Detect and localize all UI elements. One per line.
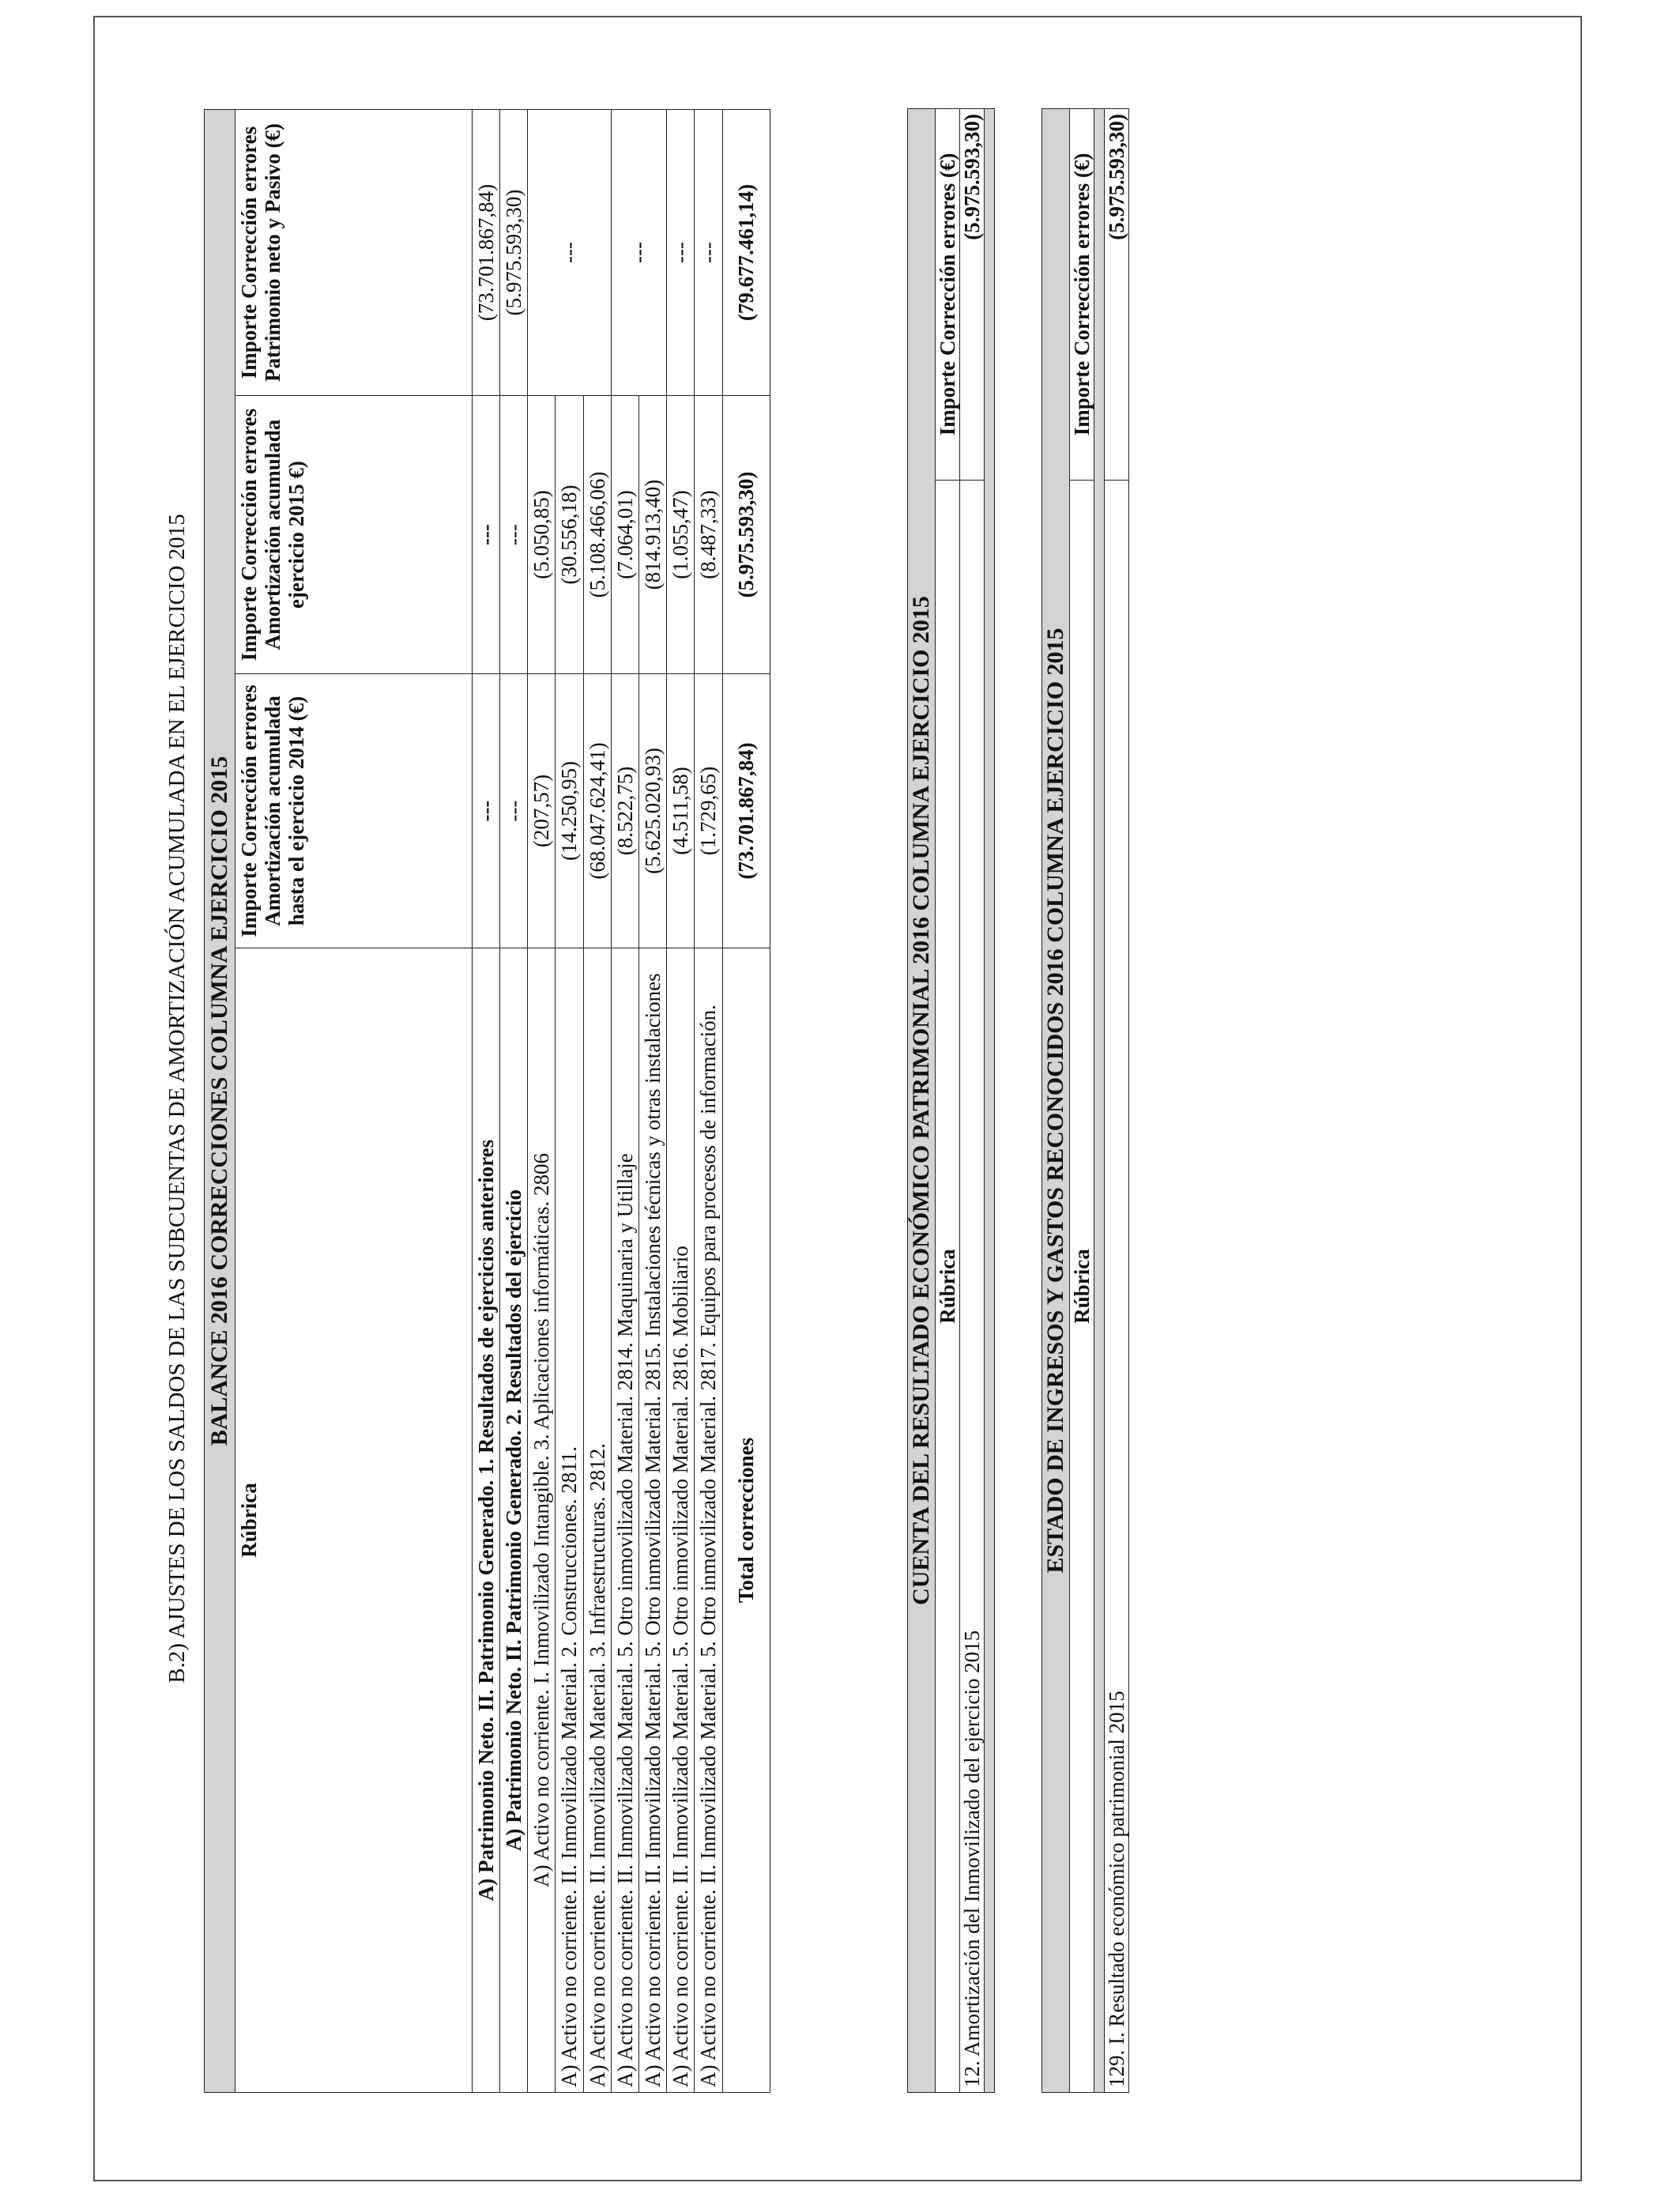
row-patrimonio: (5.975.593,30) (499, 110, 527, 396)
row-rubrica: A) Activo no corriente. II. Inmovilizado Material. 2. Construcciones. 2811. (556, 948, 583, 2093)
document-heading: B.2) AJUSTES DE LOS SALDOS DE LAS SUBCUENTAS DE AMORTIZACIÓN ACUMULADA EN EL EJERCICIO 2015 (164, 514, 190, 1683)
row-hasta-2014: (68.047.624,41) (583, 674, 611, 948)
row-patrimonio: --- (667, 110, 695, 396)
row-rubrica: A) Activo no corriente. I. Inmovilizado Intangible. 3. Aplicaciones informáticas. 2806 (528, 948, 556, 2093)
row-ejercicio-2015: (5.108.466,06) (583, 396, 611, 674)
row-ejercicio-2015: (8.487,33) (695, 396, 722, 674)
table-row (695, 110, 722, 2093)
col-header-ejercicio-2015: Importe Corrección errores Amortización acumulada ejercicio 2015 €) (235, 396, 472, 674)
row-patrimonio: --- (528, 110, 612, 396)
col-header-patrimonio: Importe Corrección errores Patrimonio neto y Pasivo (€) (235, 110, 472, 396)
row-ejercicio-2015: --- (472, 396, 499, 674)
row-patrimonio: (73.701.867,84) (472, 110, 499, 396)
total-patrimonio: (79.677.461,14) (722, 110, 770, 396)
total-ejercicio-2015: (5.975.593,30) (722, 396, 770, 674)
table-row (639, 110, 667, 2093)
cuenta-row-label: 12. Amortización del Inmovilizado del ejercicio 2015 (959, 481, 984, 2093)
table-row (556, 110, 583, 2093)
estado-row-value: (5.975.593,30) (1104, 108, 1128, 480)
row-hasta-2014: (5.625.020,93) (639, 674, 667, 948)
table-row (667, 110, 695, 2093)
estado-title: ESTADO DE INGRESOS Y GASTOS RECONOCIDOS 2016 COLUMNA EJERCICIO 2015 (1042, 108, 1070, 2092)
row-ejercicio-2015: (5.050,85) (528, 396, 556, 674)
row-hasta-2014: --- (499, 674, 527, 948)
estado-col-importe: Importe Corrección errores (€) (1069, 108, 1094, 480)
row-hasta-2014: (1.729,65) (695, 674, 722, 948)
row-hasta-2014: (14.250,95) (556, 674, 583, 948)
total-hasta-2014: (73.701.867,84) (722, 674, 770, 948)
table-row (959, 108, 984, 2092)
row-rubrica: A) Activo no corriente. II. Inmovilizado Material. 5. Otro inmovilizado Material. 2814. Maquinaria y Utillaje (611, 948, 638, 2093)
cuenta-col-importe: Importe Corrección errores (€) (935, 108, 959, 480)
row-ejercicio-2015: (1.055,47) (667, 396, 695, 674)
table-row (472, 110, 499, 2093)
row-patrimonio: --- (611, 110, 666, 396)
row-hasta-2014: (8.522,75) (611, 674, 638, 948)
row-rubrica: A) Patrimonio Neto. II. Patrimonio Generado. 2. Resultados del ejercicio (499, 948, 527, 2093)
estado-separator-bar (1094, 108, 1104, 2092)
row-ejercicio-2015: --- (499, 396, 527, 674)
table-row (499, 110, 527, 2093)
row-rubrica: A) Activo no corriente. II. Inmovilizado Material. 5. Otro inmovilizado Material. 2816. Mobiliario (667, 948, 695, 2093)
col-header-rubrica: Rúbrica (235, 948, 472, 2093)
row-rubrica: A) Patrimonio Neto. II. Patrimonio Generado. 1. Resultados de ejercicios anteriores (472, 948, 499, 2093)
cuenta-row-value: (5.975.593,30) (959, 108, 984, 480)
row-ejercicio-2015: (7.064,01) (611, 396, 638, 674)
estado-col-rubrica: Rúbrica (1069, 481, 1094, 2093)
cuenta-resultado-table (907, 108, 995, 2093)
row-hasta-2014: (4.511,58) (667, 674, 695, 948)
row-rubrica: A) Activo no corriente. II. Inmovilizado Material. 3. Infraestructuras. 2812. (583, 948, 611, 2093)
estado-ingresos-table (1042, 108, 1129, 2093)
cuenta-title: CUENTA DEL RESULTADO ECONÓMICO PATRIMONIAL 2016 COLUMNA EJERCICIO 2015 (908, 108, 936, 2092)
balance-table (204, 109, 770, 2093)
total-row (722, 110, 770, 2093)
row-rubrica: A) Activo no corriente. II. Inmovilizado Material. 5. Otro inmovilizado Material. 2815. Instalaciones técnicas y otras instalaciones (639, 948, 667, 2093)
col-header-hasta-2014: Importe Corrección errores Amortización acumulada hasta el ejercicio 2014 (€) (235, 674, 472, 948)
cuenta-footer-bar (985, 108, 995, 2092)
row-rubrica: A) Activo no corriente. II. Inmovilizado Material. 5. Otro inmovilizado Material. 2817. Equipos para procesos de información. (695, 948, 722, 2093)
row-ejercicio-2015: (30.556,18) (556, 396, 583, 674)
total-label: Total correcciones (722, 948, 770, 2093)
row-hasta-2014: (207,57) (528, 674, 556, 948)
table-row (1104, 108, 1128, 2092)
rotated-page-content (93, 16, 1582, 2181)
estado-row-label: 129. I. Resultado económico patrimonial 2015 (1104, 481, 1128, 2093)
balance-title: BALANCE 2016 CORRECCIONES COLUMNA EJERCICIO 2015 (205, 110, 235, 2093)
row-hasta-2014: --- (472, 674, 499, 948)
table-row (583, 110, 611, 2093)
table-row (528, 110, 556, 2093)
cuenta-col-rubrica: Rúbrica (935, 481, 959, 2093)
table-row (611, 110, 638, 2093)
row-ejercicio-2015: (814.913,40) (639, 396, 667, 674)
row-patrimonio: --- (695, 110, 722, 396)
